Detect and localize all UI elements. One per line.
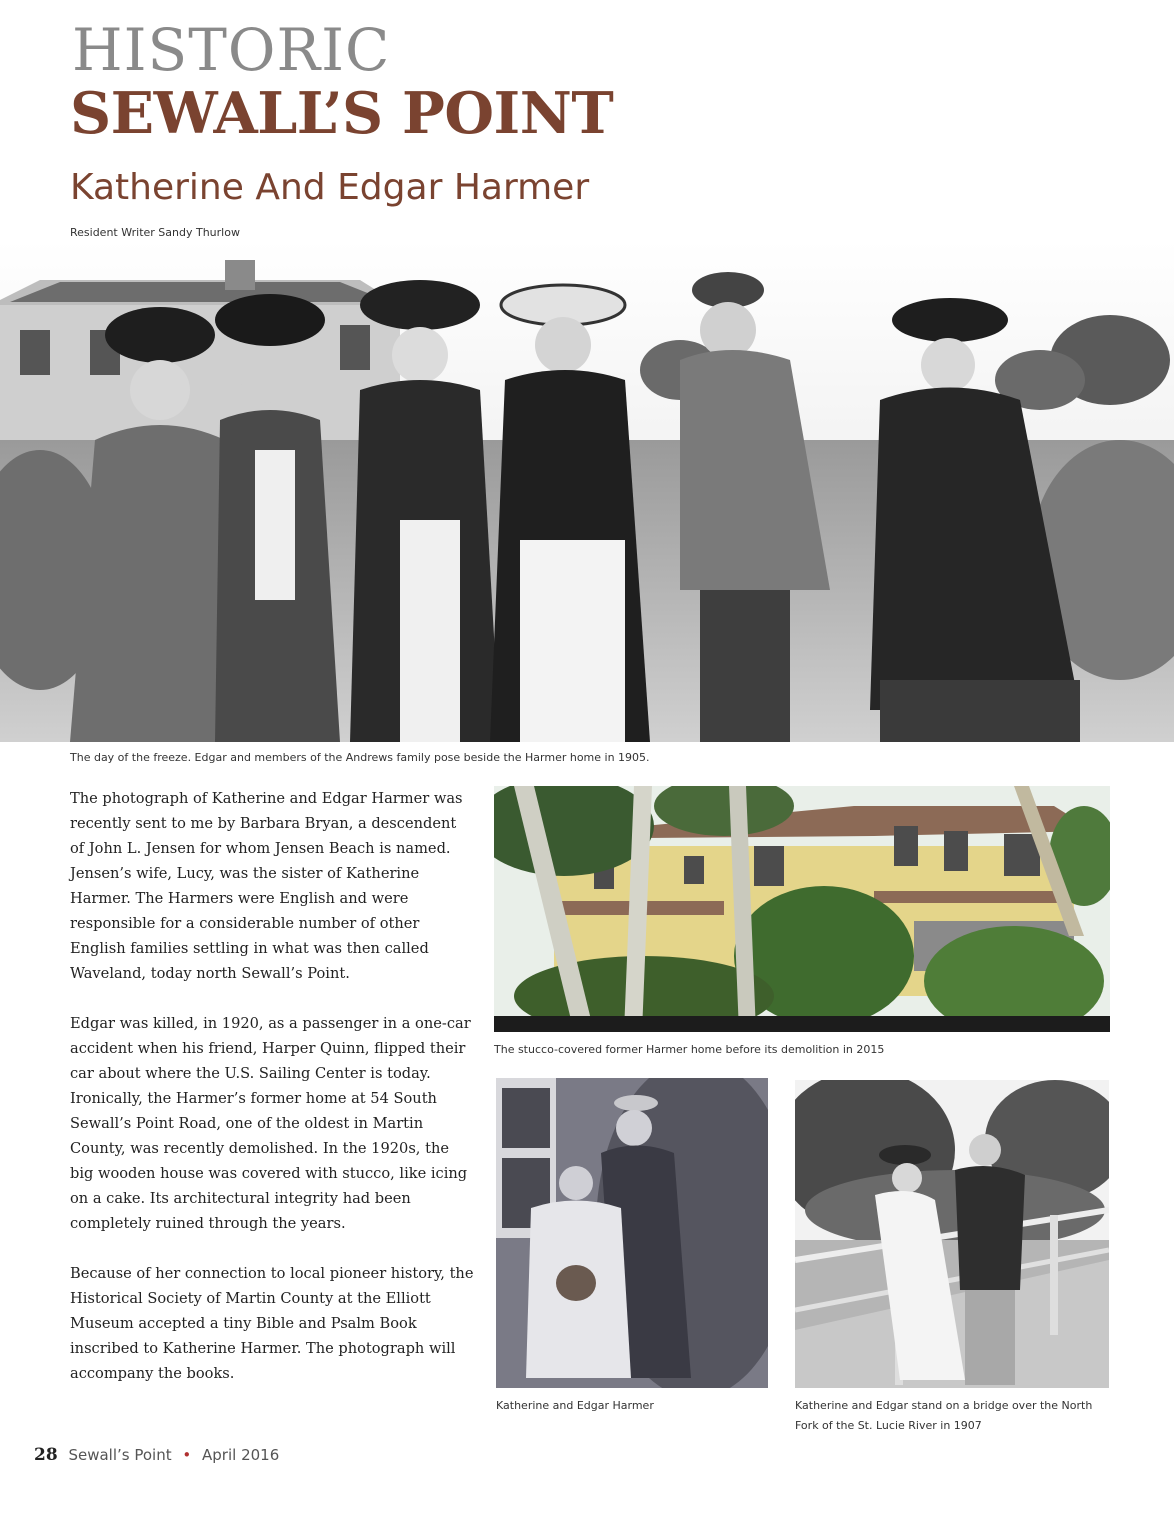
- bridge-caption-line: Katherine and Edgar stand on a bridge over the North: [795, 1399, 1093, 1412]
- portrait-photo: [496, 1078, 768, 1388]
- portrait-photo-caption: Katherine and Edgar Harmer: [496, 1399, 654, 1412]
- group-photo: [0, 240, 1174, 742]
- bridge-photo-image: [795, 1080, 1109, 1388]
- article-paragraph: The photograph of Katherine and Edgar Harmer was recently sent to me by Barbara Bryan, a descendent of John L. Jensen for whom Jensen Beach is named. Jensen’s wife, Lucy, was the sister of Katherine Harmer. The Harmers were English and were responsible for a considerable number of other English families settling in what was then called Waveland, today north Sewall’s Point.: [70, 790, 463, 982]
- bridge-photo-caption: [795, 1396, 1092, 1436]
- house-photo-caption: The stucco-covered former Harmer home before its demolition in 2015: [494, 1043, 885, 1056]
- article-subtitle: Katherine And Edgar Harmer: [70, 167, 590, 208]
- bridge-caption-line: Fork of the St. Lucie River in 1907: [795, 1419, 982, 1432]
- page-title: SEWALL’S POINT: [70, 80, 614, 147]
- page-number: 28: [34, 1445, 58, 1465]
- section-kicker: HISTORIC: [72, 16, 391, 84]
- issue-date: April 2016: [202, 1446, 280, 1464]
- article-body: [70, 786, 474, 1411]
- group-photo-image: [0, 240, 1174, 742]
- main-photo-caption: The day of the freeze. Edgar and members of the Andrews family pose beside the Harmer home in 1905.: [70, 751, 650, 764]
- page-footer: [34, 1444, 279, 1466]
- bridge-photo: [795, 1080, 1109, 1388]
- footer-separator: •: [182, 1446, 192, 1464]
- house-photo-image: [494, 786, 1110, 1032]
- article-paragraph: Because of her connection to local pioneer history, the Historical Society of Martin County at the Elliott Museum accepted a tiny Bible and Psalm Book inscribed to Katherine Harmer. The photograph will accompany the books.: [70, 1265, 474, 1382]
- publication-name: Sewall’s Point: [68, 1446, 172, 1464]
- portrait-photo-image: [496, 1078, 768, 1388]
- byline: Resident Writer Sandy Thurlow: [70, 226, 240, 239]
- article-paragraph: Edgar was killed, in 1920, as a passenger in a one-car accident when his friend, Harper Quinn, flipped their car about where the U.S. Sailing Center is today. Ironically, the Harmer’s former home at 54 South Sewall’s Point Road, one of the oldest in Martin County, was recently demolished. In the 1920s, the big wooden house was covered with stucco, like icing on a cake. Its architectural integrity had been completely ruined through the years.: [70, 1015, 471, 1232]
- house-photo: [494, 786, 1110, 1032]
